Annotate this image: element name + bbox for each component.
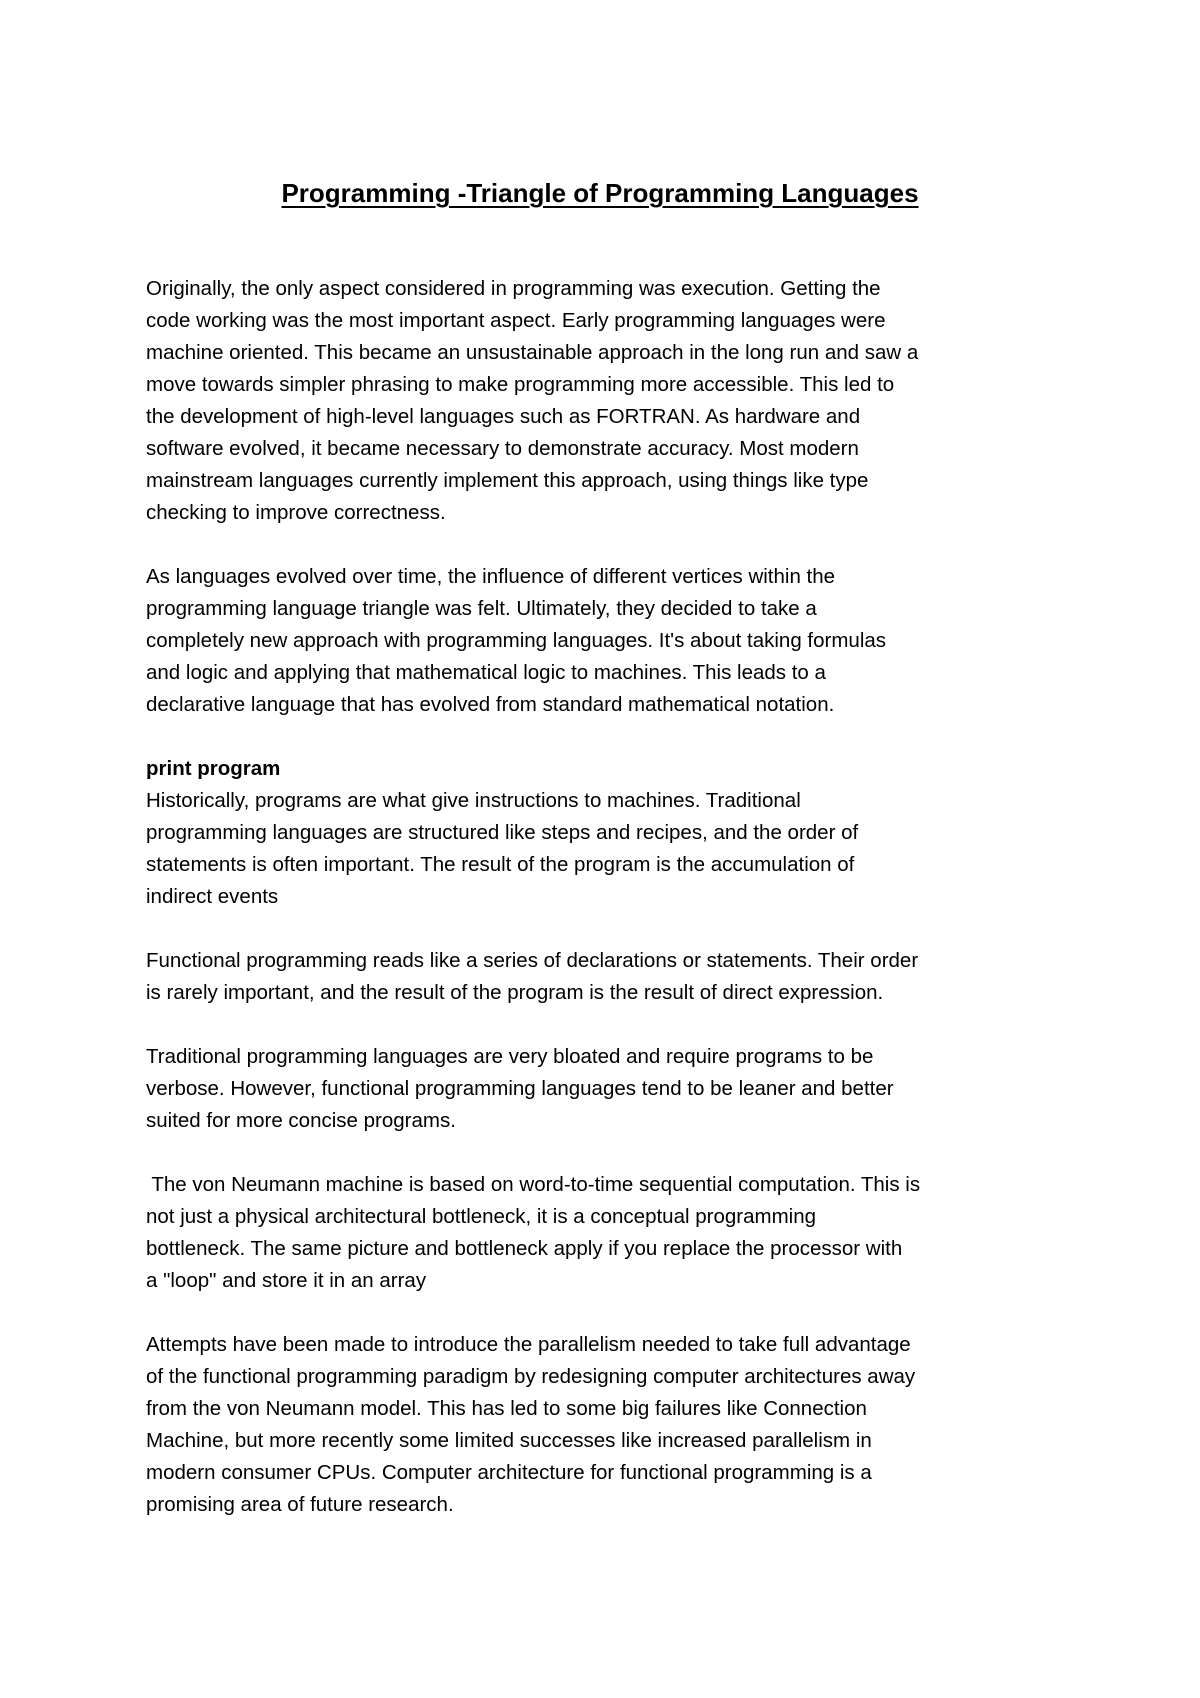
paragraph-4 (146, 945, 1066, 1009)
paragraph-line: completely new approach with programming languages. It's about taking formulas (146, 629, 887, 652)
paragraph-line: As languages evolved over time, the influence of different vertices within the (146, 565, 836, 588)
paragraph-line: machine oriented. This became an unsustainable approach in the long run and saw a (146, 341, 919, 364)
paragraph-3 (146, 753, 1066, 913)
paragraph-line: statements is often important. The result of the program is the accumulation of (146, 853, 855, 876)
paragraph-line: software evolved, it became necessary to demonstrate accuracy. Most modern (146, 437, 859, 460)
paragraph-line: a "loop" and store it in an array (146, 1269, 427, 1292)
paragraph-line: is rarely important, and the result of the program is the result of direct expression. (146, 981, 884, 1004)
paragraph-line: bottleneck. The same picture and bottleneck apply if you replace the processor with (146, 1237, 903, 1260)
paragraph-line: move towards simpler phrasing to make programming more accessible. This led to (146, 373, 895, 396)
paragraph-line: verbose. However, functional programming languages tend to be leaner and better (146, 1077, 894, 1100)
document-body (146, 273, 1066, 1553)
paragraph-line: programming language triangle was felt. Ultimately, they decided to take a (146, 597, 817, 620)
document-title: Programming -Triangle of Programming Languages (281, 178, 919, 208)
paragraph-line: indirect events (146, 885, 279, 908)
paragraph-line: Historically, programs are what give instructions to machines. Traditional (146, 789, 801, 812)
paragraph-line: Attempts have been made to introduce the parallelism needed to take full advantage (146, 1333, 911, 1356)
paragraph-line: promising area of future research. (146, 1493, 454, 1516)
paragraph-line: programming languages are structured like steps and recipes, and the order of (146, 821, 859, 844)
paragraph-6 (146, 1169, 1066, 1297)
paragraph-line: Originally, the only aspect considered in programming was execution. Getting the (146, 277, 881, 300)
paragraph-line: declarative language that has evolved from standard mathematical notation. (146, 693, 835, 716)
paragraph-line: the development of high-level languages such as FORTRAN. As hardware and (146, 405, 861, 428)
paragraph-1 (146, 273, 1066, 529)
section-heading: print program (146, 757, 281, 780)
paragraph-line: of the functional programming paradigm by redesigning computer architectures away (146, 1365, 916, 1388)
paragraph-line: mainstream languages currently implement this approach, using things like type (146, 469, 869, 492)
paragraph-line: code working was the most important aspect. Early programming languages were (146, 309, 886, 332)
paragraph-5 (146, 1041, 1066, 1137)
paragraph-line: and logic and applying that mathematical logic to machines. This leads to a (146, 661, 826, 684)
paragraph-line: from the von Neumann model. This has led to some big failures like Connection (146, 1397, 867, 1420)
paragraph-line: Machine, but more recently some limited successes like increased parallelism in (146, 1429, 872, 1452)
paragraph-7 (146, 1329, 1066, 1521)
paragraph-2 (146, 561, 1066, 721)
paragraph-line: not just a physical architectural bottleneck, it is a conceptual programming (146, 1205, 817, 1228)
paragraph-line: Traditional programming languages are very bloated and require programs to be (146, 1045, 874, 1068)
paragraph-line: Functional programming reads like a series of declarations or statements. Their order (146, 949, 919, 972)
paragraph-line: checking to improve correctness. (146, 501, 446, 524)
paragraph-line: suited for more concise programs. (146, 1109, 456, 1132)
paragraph-line: modern consumer CPUs. Computer architecture for functional programming is a (146, 1461, 872, 1484)
paragraph-line: The von Neumann machine is based on word-to-time sequential computation. This is (146, 1173, 921, 1196)
